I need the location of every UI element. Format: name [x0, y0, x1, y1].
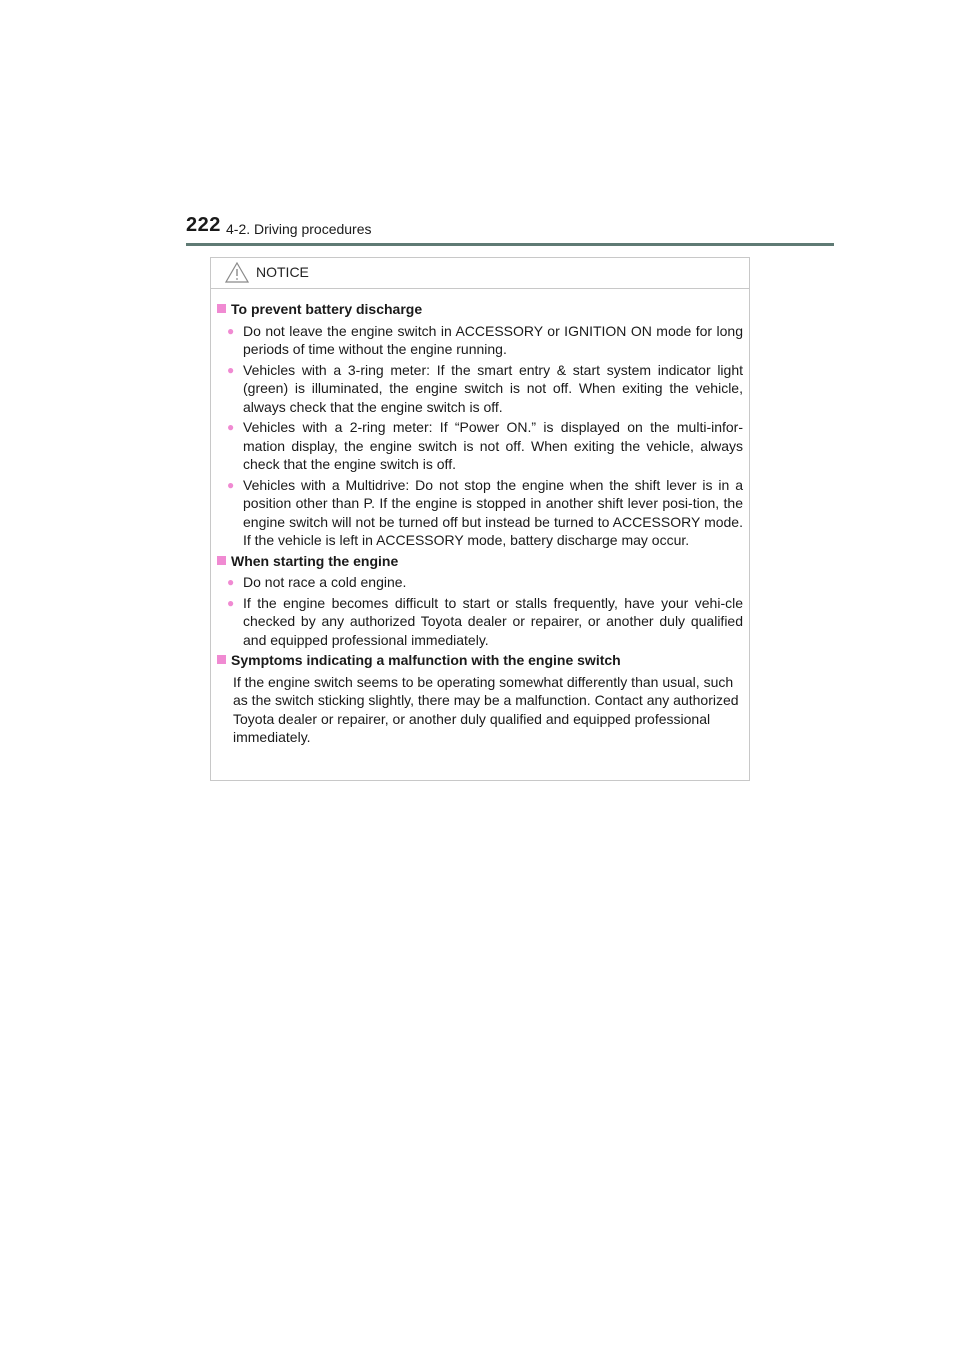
- page-header: [186, 214, 834, 248]
- round-bullet-icon: ●: [227, 595, 235, 610]
- list-item: ● Vehicles with a 3-ring meter: If the smart entry & start system indicator light (green) is illuminated, the engine switch is not off. When exiting the vehicle, always check that the engine switch is off.: [227, 361, 743, 415]
- page-number: 222: [186, 214, 221, 236]
- notice-title: NOTICE: [256, 264, 309, 280]
- round-bullet-icon: ●: [227, 362, 235, 377]
- header-rule: [186, 243, 834, 246]
- notice-content: [211, 289, 749, 747]
- list-item: ● Vehicles with a Multidrive: Do not stop the engine when the shift lever is in a position other than P. If the engine is stopped in another shift lever posi-tion, the engine switch will not be turned off but instead be turned to ACCESSORY mode. If the vehicle is left in ACCESSORY mode, battery discharge may occur.: [227, 476, 743, 548]
- list-item: ● Do not race a cold engine.: [227, 574, 407, 590]
- square-bullet-icon: [217, 556, 226, 565]
- notice-section: [217, 552, 743, 650]
- notice-section: [217, 651, 743, 747]
- list-item: ● If the engine becomes difficult to start or stalls frequently, have your vehi-cle checked by any authorized Toyota dealer or repairer, or another duly qualified and equipped professional immediately.: [227, 594, 743, 648]
- round-bullet-icon: ●: [227, 420, 235, 434]
- round-bullet-icon: ●: [227, 477, 235, 492]
- section-title: 4-2. Driving procedures: [226, 221, 372, 237]
- section-heading: Symptoms indicating a malfunction with the engine switch: [217, 651, 743, 670]
- warning-triangle-icon: [225, 262, 249, 283]
- list-item: ● Vehicles with a 2-ring meter: If “Power ON.” is displayed on the multi-infor-mation display, the engine switch is not off. When exiting the vehicle, always check that the engine switch is off.: [227, 419, 743, 472]
- list-item: ● Do not leave the engine switch in ACCESSORY or IGNITION ON mode for long periods of time without the engine running.: [227, 322, 743, 357]
- square-bullet-icon: [217, 655, 226, 664]
- round-bullet-icon: ●: [227, 575, 235, 589]
- notice-section: [217, 300, 743, 550]
- notice-header: [211, 258, 749, 289]
- section-heading: When starting the engine: [217, 552, 743, 571]
- section-heading: To prevent battery discharge: [217, 300, 743, 319]
- square-bullet-icon: [217, 304, 226, 313]
- round-bullet-icon: ●: [227, 323, 235, 338]
- section-paragraph: If the engine switch seems to be operating somewhat differently than usual, such as the switch sticking slightly, there may be a malfunction. Contact any authorized Toyota dealer or repairer, or another duly qualified and equipped professional immediately.: [233, 673, 739, 745]
- notice-box: [210, 257, 750, 781]
